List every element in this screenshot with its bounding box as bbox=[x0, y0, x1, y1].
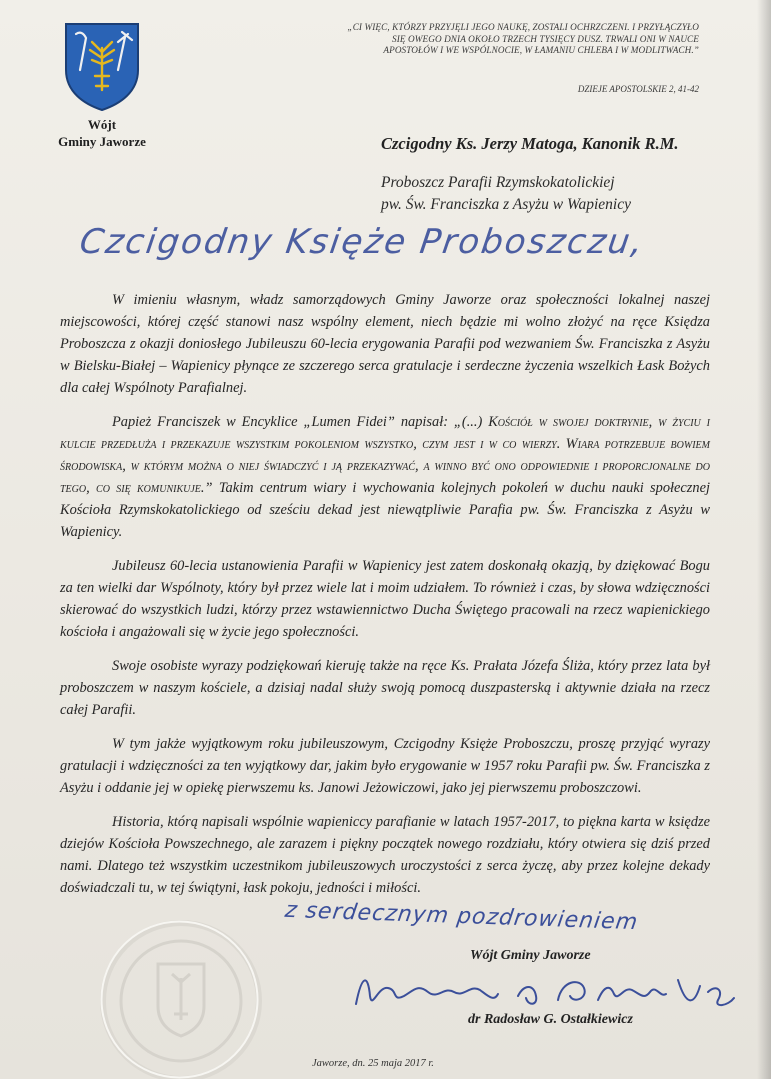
paragraph: Historia, którą napisali wspólnie wapieniccy parafianie w latach 1957-2017, to piękna karta w księdze dziejów Kościoła Powszechnego, ale zarazem i piękny początek nowego rozdziału, który otwiera się dziś przed nami. Dlatego też wszystkim uczestnikom jubileuszowych uroczystości z serca życzę, aby przez kolejne dekady doświadczali tu, w tej świątyni, łask pokoju, jedności i miłości. bbox=[60, 814, 710, 896]
addressee-title: Proboszcz Parafii Rzymskokatolickiej bbox=[381, 174, 615, 191]
paragraph: Swoje osobiste wyrazy podziękowań kieruję także na ręce Ks. Prałata Józefa Śliża, który przez lata był proboszczem w naszym kościele, a dzisiaj nadal służy swoją pomocą duszpasterską i aktywnie działa na rzecz całej Parafii. bbox=[60, 658, 710, 718]
scripture-source: DZIEJE APOSTOLSKIE 2, 41-42 bbox=[577, 84, 699, 94]
scripture-quote: „CI WIĘC, KTÓRZY PRZYJĘLI JEGO NAUKĘ, ZOSTALI OCHRZCZENI. I PRZYŁĄCZYŁO SIĘ OWEGO DNIA OKOŁO TRZECH TYSIĘCY DUSZ. TRWALI ONI W NAUCE APOSTOŁÓW I WE WSPÓLNOCIE, W ŁAMANIU CHLEBA I W MODLITWACH.” bbox=[347, 22, 699, 55]
handwritten-note: z serdecznym pozdrowieniem bbox=[283, 897, 640, 936]
letter-date: Jaworze, dn. 25 maja 2017 r. bbox=[312, 1058, 434, 1069]
letter-body bbox=[60, 289, 710, 911]
addressee-parish: pw. Św. Franciszka z Asyżu w Wapienicy bbox=[381, 196, 631, 213]
handwritten-greeting: Czcigodny Księże Proboszczu, bbox=[77, 222, 648, 262]
paragraph: Jubileusz 60-lecia ustanowienia Parafii w Wapienicy jest zatem doskonałą okazją, by dziękować Bogu za ten wielki dar Wspólnoty, który był przez wiele lat i moim udziałem. To również i czas, by słowa wdzięczności skierować do wszystkich ludzi, którzy przez wstawiennictwo Ducha Świętego pracowali na rzecz wapienickiego kościoła i angażowali się w życie jego społeczności. bbox=[60, 558, 710, 640]
signatory-name: dr Radosław G. Ostałkiewicz bbox=[468, 1012, 633, 1027]
embossed-seal-icon bbox=[96, 916, 266, 1079]
paragraph: Papież Franciszek w Encyklice „Lumen Fidei” napisał: „(...) Kościół w swojej doktrynie, w życiu i kulcie przedłuża i przekazuje wszystkim pokoleniom wszystko, czym jest i w co wierzy. Wiara potrzebuje bowiem środowiska, w którym można o niej świadczyć i ją przekazywać, a winno być ono odpowiednie i proporcjonalne do tego, co się komunikuje.” Takim centrum wiary i wychowania kolejnych pokoleń w duchu nauki społecznej Kościoła Rzymskokatolickiego od sześciu dekad jest niewątpliwie Parafia pw. Św. Franciszka z Asyżu w Wapienicy. bbox=[60, 414, 710, 540]
coat-of-arms-icon bbox=[62, 20, 142, 112]
signatory-title: Wójt Gminy Jaworze bbox=[470, 948, 591, 963]
office-title: Wójt Gminy Jaworze bbox=[58, 117, 146, 149]
paragraph: W tym jakże wyjątkowym roku jubileuszowym, Czcigodny Księże Proboszczu, proszę przyjąć wyrazy gratulacji i wdzięczności za ten wyjątkowy dar, jakim było erygowanie w 1957 roku Parafii pw. Św. Franciszka z Asyżu i oddanie jej w opiekę pierwszemu ks. Janowi Jeżowiczowi, jako jej pierwszemu proboszczowi. bbox=[60, 736, 710, 796]
handwritten-signature-icon bbox=[348, 966, 748, 1014]
addressee-name: Czcigodny Ks. Jerzy Matoga, Kanonik R.M. bbox=[381, 134, 679, 153]
paragraph: W imieniu własnym, władz samorządowych Gminy Jaworze oraz społeczności lokalnej naszej miejscowości, której część stanowi nasz wspólny element, niech będzie mi wolno złożyć na ręce Księdza Proboszcza z okazji doniosłego Jubileuszu 60-lecia erygowania Parafii pod wezwaniem Św. Franciszka z Asyżu w Bielsku-Białej – Wapienicy płynące ze szczerego serca gratulacje i serdeczne życzenia wszelkich Łask Bożych dla całej Wspólnoty Parafialnej. bbox=[60, 292, 710, 396]
